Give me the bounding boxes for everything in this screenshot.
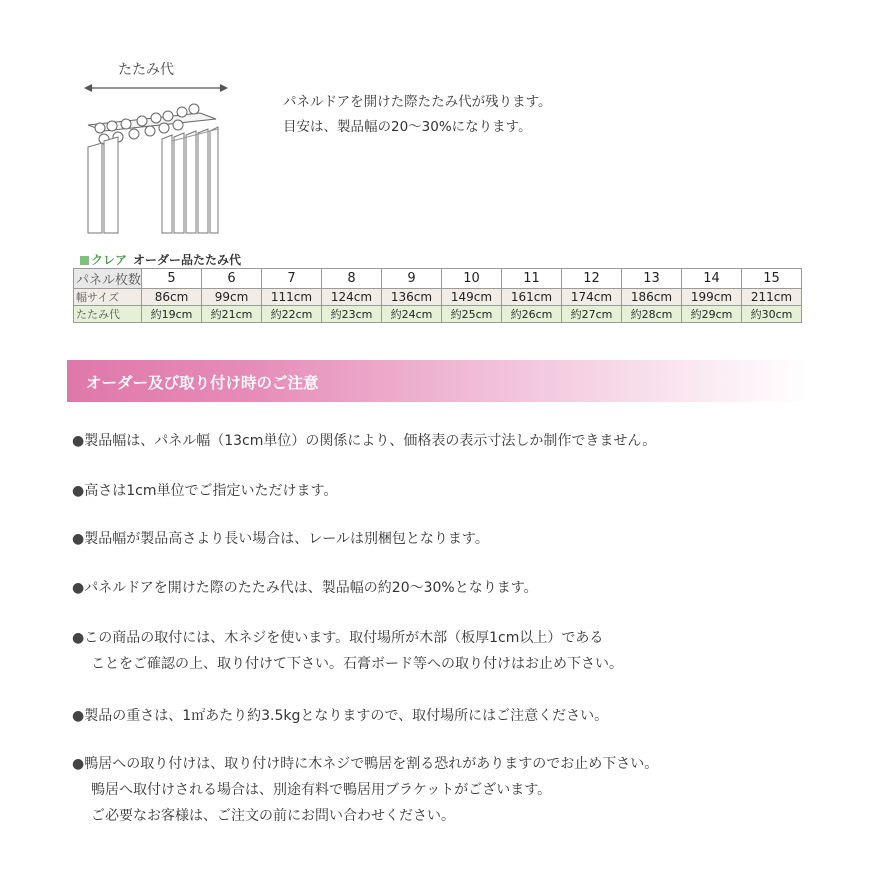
brand-name: クレア [91, 253, 128, 267]
panel-count-cell: 14 [682, 269, 742, 289]
panel-count-cell: 15 [742, 269, 802, 289]
list-item [72, 526, 489, 552]
bullet-icon: ● [72, 580, 85, 596]
width-cell: 199cm [682, 289, 742, 306]
notice-title: オーダー及び取り付け時のご注意 [86, 374, 319, 392]
table-row-panels [74, 269, 802, 289]
panel-count-cell: 5 [142, 269, 202, 289]
list-item [72, 575, 538, 601]
table-title [80, 251, 241, 268]
panel-count-cell: 13 [622, 269, 682, 289]
width-cell: 149cm [442, 289, 502, 306]
width-cell: 86cm [142, 289, 202, 306]
fold-cell: 約28cm [622, 306, 682, 323]
fold-cell: 約25cm [442, 306, 502, 323]
list-item [72, 703, 608, 729]
fold-cell: 約19cm [142, 306, 202, 323]
note-text: 鴨居への取り付けは、取り付け時に木ネジで鴨居を割る恐れがありますのでお止め下さい。 [84, 756, 659, 772]
note-text-continued: ことをご確認の上、取り付けて下さい。石膏ボード等への取り付けはお止め下さい。 [91, 656, 623, 672]
folded-panels-illustration [70, 55, 240, 235]
fold-cell: 約29cm [682, 306, 742, 323]
row-label-panels: パネル枚数 [74, 269, 142, 289]
fold-cell: 約24cm [382, 306, 442, 323]
note-text: この商品の取付には、木ネジを使います。取付場所が木部（板厚1cm以上）である [84, 630, 604, 646]
width-cell: 124cm [322, 289, 382, 306]
panel-count-cell: 11 [502, 269, 562, 289]
bullet-icon: ● [72, 483, 85, 499]
list-item [72, 751, 658, 829]
list-item [72, 478, 337, 504]
width-cell: 174cm [562, 289, 622, 306]
fold-cell: 約22cm [262, 306, 322, 323]
notice-header [67, 360, 808, 402]
table-heading: オーダー品たたみ代 [133, 253, 242, 267]
note-text: 製品幅は、パネル幅（13cm単位）の関係により、価格表の表示寸法しか制作できません。 [84, 433, 657, 449]
bullet-icon: ● [72, 630, 85, 646]
table-row-widths [74, 289, 802, 306]
note-text-continued: ご必要なお客様は、ご注文の前にお問い合わせください。 [91, 808, 455, 824]
row-label-width: 幅サイズ [74, 289, 142, 306]
intro-line-2: 目安は、製品幅の20～30%になります。 [283, 119, 532, 135]
width-cell: 186cm [622, 289, 682, 306]
panel-count-cell: 8 [322, 269, 382, 289]
note-text: 製品の重さは、1㎡あたり約3.5kgとなりますので、取付場所にはご注意ください。 [84, 708, 609, 724]
bullet-icon: ● [72, 433, 85, 449]
fold-cell: 約30cm [742, 306, 802, 323]
green-square-icon [80, 256, 89, 265]
table-row-fold [74, 306, 802, 323]
fold-cell: 約26cm [502, 306, 562, 323]
width-cell: 111cm [262, 289, 322, 306]
panel-count-cell: 7 [262, 269, 322, 289]
note-text: 高さは1cm単位でご指定いただけます。 [84, 483, 338, 499]
fold-cell: 約23cm [322, 306, 382, 323]
fold-cell: 約21cm [202, 306, 262, 323]
bullet-icon: ● [72, 531, 85, 547]
width-cell: 136cm [382, 289, 442, 306]
panel-count-cell: 10 [442, 269, 502, 289]
panel-count-cell: 12 [562, 269, 622, 289]
panel-count-cell: 9 [382, 269, 442, 289]
width-cell: 211cm [742, 289, 802, 306]
list-item [72, 428, 656, 454]
intro-line-1: パネルドアを開けた際たたみ代が残ります。 [283, 94, 552, 110]
list-item [72, 625, 623, 677]
folding-diagram [70, 55, 240, 235]
bullet-icon: ● [72, 756, 85, 772]
note-text-continued: 鴨居へ取付けされる場合は、別途有料で鴨居用ブラケットがございます。 [91, 782, 552, 798]
row-label-fold: たたみ代 [74, 306, 142, 323]
note-text: パネルドアを開けた際のたたみ代は、製品幅の約20～30%となります。 [84, 580, 538, 596]
note-text: 製品幅が製品高さより長い場合は、レールは別梱包となります。 [84, 531, 489, 547]
panel-count-cell: 6 [202, 269, 262, 289]
fold-width-label: たたみ代 [118, 62, 174, 78]
fold-cell: 約27cm [562, 306, 622, 323]
intro-text [283, 90, 552, 140]
bullet-icon: ● [72, 708, 85, 724]
width-cell: 99cm [202, 289, 262, 306]
width-cell: 161cm [502, 289, 562, 306]
fold-width-table [73, 268, 802, 323]
